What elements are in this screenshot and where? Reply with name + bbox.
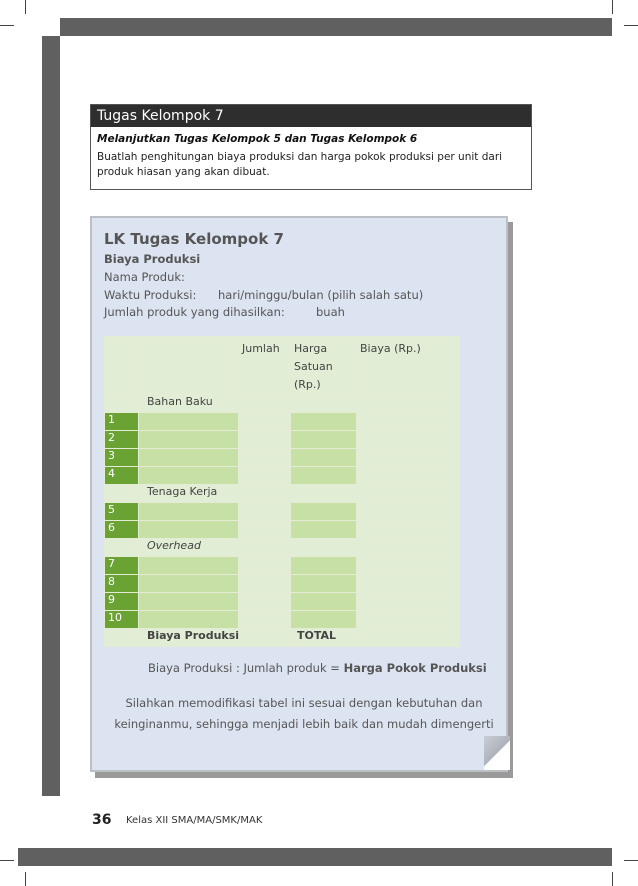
harga-cell[interactable] <box>291 467 357 485</box>
page-curl <box>484 736 510 770</box>
biaya-cell[interactable] <box>357 431 460 449</box>
table-cell <box>105 485 139 503</box>
table-row <box>105 467 460 485</box>
row-number: 6 <box>105 521 139 539</box>
quantity-label: Jumlah produk yang dihasilkan: <box>104 305 285 319</box>
biaya-cell[interactable] <box>357 557 460 575</box>
crop-mark <box>25 872 26 886</box>
row-number: 5 <box>105 503 139 521</box>
item-cell[interactable] <box>139 449 239 467</box>
formula-result: Harga Pokok Produksi <box>343 661 487 675</box>
item-cell[interactable] <box>139 575 239 593</box>
table-row <box>105 575 460 593</box>
worksheet-note: Silahkan memodifikasi tabel ini sesuai dengan kebutuhan dan keinginanmu, sehingga menjadi lebih baik dan mudah dimengerti <box>114 696 494 731</box>
item-cell[interactable] <box>139 467 239 485</box>
table-cell <box>105 539 139 557</box>
task-description: Buatlah penghitungan biaya produksi dan harga pokok produksi per unit dari produk hiasan yang akan dibuat. <box>97 151 503 178</box>
production-time-options: hari/minggu/bulan (pilih salah satu) <box>218 288 424 302</box>
item-cell[interactable] <box>139 521 239 539</box>
top-decor-bar <box>60 18 612 36</box>
crop-mark <box>25 0 26 14</box>
table-row <box>105 449 460 467</box>
jumlah-cell[interactable] <box>239 413 291 431</box>
header-jumlah: Jumlah <box>239 337 291 395</box>
row-number: 8 <box>105 575 139 593</box>
formula-prefix: Biaya Produksi : Jumlah produk = <box>148 661 344 675</box>
table-row <box>105 611 460 629</box>
header-biaya: Biaya (Rp.) <box>357 337 460 395</box>
jumlah-cell[interactable] <box>239 431 291 449</box>
section-label: Overhead <box>139 539 460 557</box>
table-row <box>105 413 460 431</box>
footer-label: Biaya Produksi <box>139 629 291 647</box>
jumlah-cell[interactable] <box>239 521 291 539</box>
table-row <box>105 503 460 521</box>
cost-table <box>104 336 460 647</box>
section-row-bahan-baku <box>105 395 460 413</box>
harga-cell[interactable] <box>291 431 357 449</box>
item-cell[interactable] <box>139 593 239 611</box>
section-row-tenaga-kerja <box>105 485 460 503</box>
biaya-cell[interactable] <box>357 449 460 467</box>
item-cell[interactable] <box>139 413 239 431</box>
harga-cell[interactable] <box>291 521 357 539</box>
row-number: 4 <box>105 467 139 485</box>
harga-cell[interactable] <box>291 557 357 575</box>
jumlah-cell[interactable] <box>239 467 291 485</box>
side-decor-bar <box>42 36 60 796</box>
crop-mark <box>612 0 613 14</box>
bottom-decor-bar <box>18 848 612 866</box>
quantity-unit: buah <box>316 305 345 319</box>
biaya-cell[interactable] <box>357 503 460 521</box>
crop-mark <box>624 25 638 26</box>
section-label: Bahan Baku <box>139 395 460 413</box>
item-cell[interactable] <box>139 557 239 575</box>
task-title: Tugas Kelompok 7 <box>91 105 531 127</box>
biaya-cell[interactable] <box>357 593 460 611</box>
biaya-cell[interactable] <box>357 575 460 593</box>
biaya-cell[interactable] <box>357 521 460 539</box>
table-cell <box>139 337 239 395</box>
biaya-cell[interactable] <box>357 611 460 629</box>
formula <box>148 661 487 675</box>
jumlah-cell[interactable] <box>239 449 291 467</box>
table-cell <box>105 395 139 413</box>
row-number: 10 <box>105 611 139 629</box>
production-time-label: Waktu Produksi: <box>104 288 197 302</box>
row-number: 7 <box>105 557 139 575</box>
product-name-label: Nama Produk: <box>104 270 185 284</box>
harga-cell[interactable] <box>291 593 357 611</box>
harga-cell[interactable] <box>291 413 357 431</box>
table-cell <box>105 337 139 395</box>
worksheet-title: LK Tugas Kelompok 7 <box>104 230 284 248</box>
row-number: 9 <box>105 593 139 611</box>
harga-cell[interactable] <box>291 503 357 521</box>
table-row <box>105 521 460 539</box>
crop-mark <box>624 860 638 861</box>
biaya-cell[interactable] <box>357 467 460 485</box>
jumlah-cell[interactable] <box>239 611 291 629</box>
header-harga: Harga Satuan (Rp.) <box>291 337 357 395</box>
item-cell[interactable] <box>139 431 239 449</box>
row-number: 2 <box>105 431 139 449</box>
page-number: 36 <box>92 812 112 828</box>
section-label: Tenaga Kerja <box>139 485 460 503</box>
crop-mark <box>0 860 14 861</box>
item-cell[interactable] <box>139 611 239 629</box>
item-cell[interactable] <box>139 503 239 521</box>
worksheet-section: Biaya Produksi <box>104 252 201 266</box>
table-footer-row <box>105 629 460 647</box>
task-box <box>90 104 532 190</box>
task-subtitle: Melanjutkan Tugas Kelompok 5 dan Tugas Kelompok 6 <box>97 133 418 145</box>
crop-mark <box>0 25 14 26</box>
jumlah-cell[interactable] <box>239 557 291 575</box>
jumlah-cell[interactable] <box>239 575 291 593</box>
harga-cell[interactable] <box>291 449 357 467</box>
jumlah-cell[interactable] <box>239 503 291 521</box>
biaya-cell[interactable] <box>357 413 460 431</box>
table-header-row <box>105 337 460 395</box>
crop-mark <box>612 872 613 886</box>
total-cell[interactable] <box>357 629 460 647</box>
harga-cell[interactable] <box>291 611 357 629</box>
table-row <box>105 557 460 575</box>
row-number: 1 <box>105 413 139 431</box>
jumlah-cell[interactable] <box>239 593 291 611</box>
footer-total: TOTAL <box>291 629 357 647</box>
row-number: 3 <box>105 449 139 467</box>
book-title: Kelas XII SMA/MA/SMK/MAK <box>126 815 263 826</box>
table-row <box>105 593 460 611</box>
table-cell <box>105 629 139 647</box>
section-row-overhead <box>105 539 460 557</box>
harga-cell[interactable] <box>291 575 357 593</box>
table-row <box>105 431 460 449</box>
